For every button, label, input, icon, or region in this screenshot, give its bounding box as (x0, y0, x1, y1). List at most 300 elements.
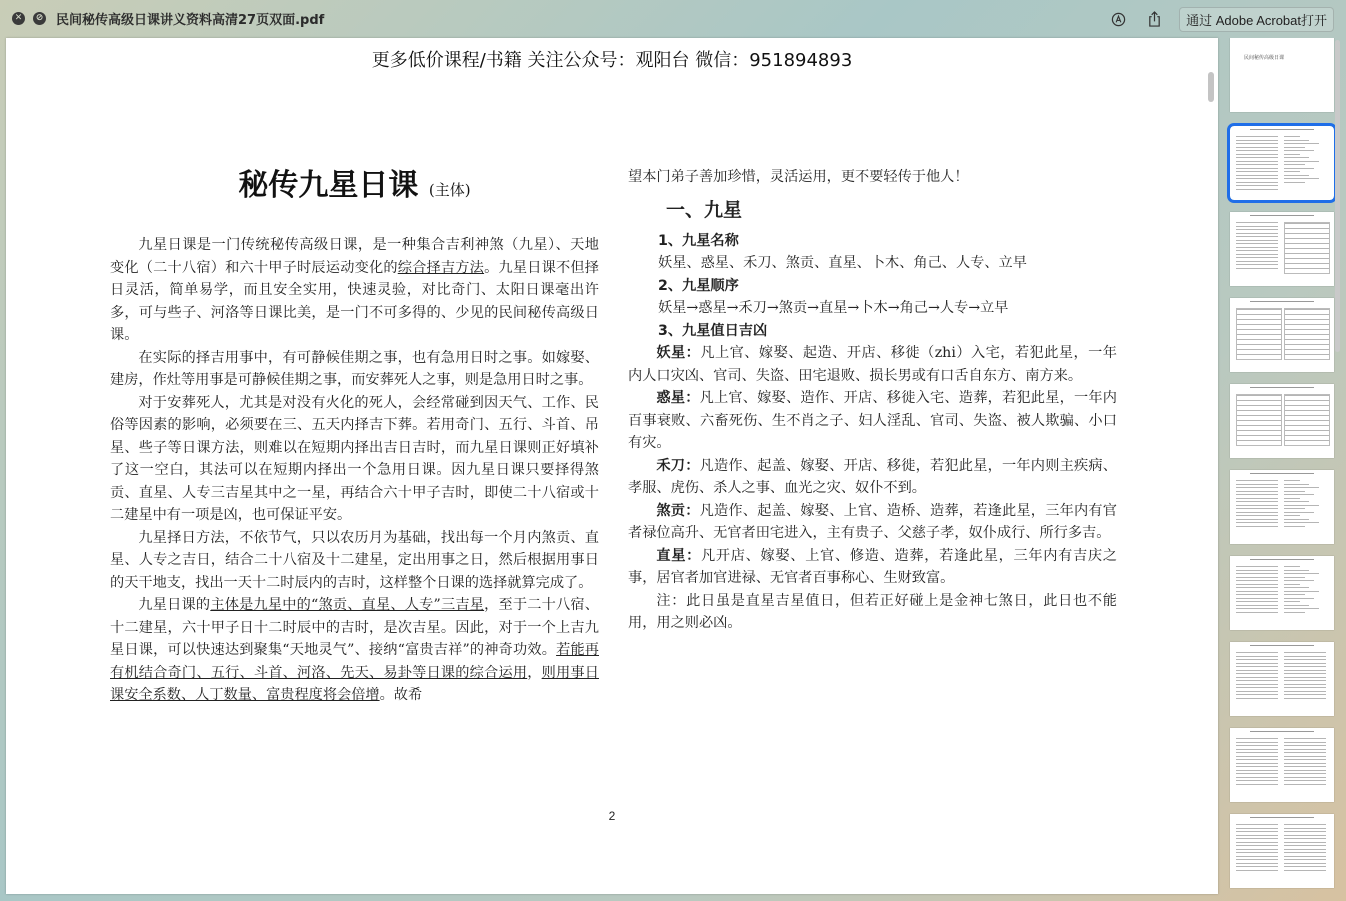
pdf-page (6, 38, 1218, 894)
thumbnail-line (1237, 425, 1281, 426)
thumbnail-line (1284, 498, 1300, 499)
subsection-1-title: 1、九星名称 (658, 232, 739, 249)
thumbnail-line (1285, 405, 1329, 406)
thumbnail-line (1236, 164, 1278, 165)
thumbnail-line (1237, 430, 1281, 431)
minimize-icon[interactable]: ⊘ (33, 12, 46, 25)
star-description: 凡上官、嫁娶、起造、开店、移徙（zhi）入宅，若犯此星，一年内人口灾凶、官司、失盗、田宅退败、损长男或有口舌自东方、南方来。 (628, 345, 1117, 384)
thumbnail-line (1236, 766, 1278, 767)
thumbnail-line (1284, 584, 1300, 585)
thumbnail-line (1236, 261, 1278, 262)
thumbnail-line (1236, 845, 1278, 846)
thumbnail-line (1236, 189, 1278, 190)
thumbnail-line (1236, 487, 1278, 488)
thumbnail-line (1237, 395, 1281, 396)
thumbnail-line (1236, 491, 1278, 492)
thumbnail-line (1284, 605, 1309, 606)
thumbnail-line (1284, 168, 1314, 169)
thumbnail-line (1284, 824, 1326, 825)
thumbnail-line (1285, 223, 1329, 224)
thumbnail-line (1237, 324, 1281, 325)
thumbnail-line (1236, 143, 1278, 144)
thumbnail-line (1236, 136, 1278, 137)
star-description: 凡开店、嫁娶、上官、修造、造葬，若逢此星，三年内有吉庆之事，居官者加官进禄、无官者百事称心、生财致富。 (628, 547, 1117, 586)
thumbnail-line (1284, 522, 1319, 523)
thumbnail-line (1284, 175, 1309, 176)
thumbnail-line (1285, 415, 1329, 416)
thumbnail-line (1236, 752, 1278, 753)
thumbnail-line (1250, 559, 1314, 560)
text-segment: 。九星日课不但择日灵活，简单易学，而且安全实用，快速灵验，对比奇门、太阳日课毫出许多，可与些子、河洛等日课比美，是一门不可多得的、少见的民间秘传高级日课。 (110, 259, 599, 343)
thumbnail-line (1284, 770, 1326, 771)
thumbnail-line (1285, 324, 1329, 325)
thumbnail-line (1284, 136, 1300, 137)
thumbnail-line (1284, 508, 1305, 509)
thumbnail-table (1284, 222, 1330, 274)
thumbnail-line (1237, 354, 1281, 355)
thumbnail-line (1237, 314, 1281, 315)
thumbnail-line (1237, 410, 1281, 411)
thumbnail-line (1284, 849, 1326, 850)
thumbnail-line (1285, 314, 1329, 315)
thumbnail-line (1285, 344, 1329, 345)
thumbnail-line (1236, 147, 1278, 148)
thumbnail-line (1285, 253, 1329, 254)
thumbnail-line (1236, 254, 1278, 255)
page-thumbnail[interactable] (1230, 470, 1334, 544)
page-thumbnail[interactable] (1230, 212, 1334, 286)
thumbnail-line (1236, 168, 1278, 169)
thumbnail-line (1284, 526, 1305, 527)
thumbnail-table (1236, 394, 1282, 446)
thumbnail-line (1285, 410, 1329, 411)
thumbnail-line (1284, 694, 1326, 695)
thumbnail-line (1284, 157, 1309, 158)
thumbnail-line (1236, 780, 1278, 781)
thumbnail-line (1236, 738, 1278, 739)
thumbnail-line (1236, 570, 1278, 571)
thumbnail-line (1284, 171, 1300, 172)
thumbnail-line (1284, 484, 1309, 485)
thumbnail-line (1284, 652, 1326, 653)
thumbnail-line (1236, 526, 1278, 527)
thumbnail-line (1236, 580, 1278, 581)
thumbnail-line (1284, 687, 1326, 688)
thumbnail-line (1236, 863, 1278, 864)
thumbnail-line (1284, 698, 1326, 699)
thumbnail-line (1236, 691, 1278, 692)
thumbnail-line (1284, 745, 1326, 746)
thumbnail-line (1236, 745, 1278, 746)
thumbnail-line (1236, 663, 1278, 664)
thumbnail-line (1284, 512, 1314, 513)
thumbnail-line (1284, 480, 1300, 481)
thumbnail-line (1284, 670, 1326, 671)
thumbnail-line (1284, 494, 1314, 495)
thumbnail-line (1237, 309, 1281, 310)
page-thumbnail[interactable] (1230, 38, 1334, 112)
thumbnail-line (1237, 319, 1281, 320)
thumbnail-line (1236, 673, 1278, 674)
page-number: 2 (608, 809, 616, 823)
thumbnail-line (1236, 612, 1278, 613)
thumbnail-line (1237, 329, 1281, 330)
thumbnail-line (1284, 742, 1326, 743)
text-segment: 在实际的择吉用事中，有可静候佳期之事，也有急用日时之事。如嫁娶、建房，作灶等用事是可静候佳期之事，而安葬死人之事，则是急用日时之事。 (110, 349, 599, 388)
thumbnail-line (1237, 334, 1281, 335)
thumbnail-line (1284, 147, 1305, 148)
thumbnail-line (1236, 226, 1278, 227)
thumbnail-line (1236, 508, 1278, 509)
thumbnail-line (1236, 566, 1278, 567)
page-thumbnail[interactable] (1230, 556, 1334, 630)
title-sub: (主体) (428, 181, 471, 199)
thumbnail-line (1285, 329, 1329, 330)
thumbnail-line (1284, 505, 1319, 506)
thumbnail-line (1284, 515, 1300, 516)
thumbnail-line (1285, 319, 1329, 320)
thumbnail-line (1250, 731, 1314, 732)
thumbnail-line (1236, 247, 1278, 248)
thumbnail-line (1236, 498, 1278, 499)
thumbnail-line (1236, 598, 1278, 599)
thumbnail-line (1236, 831, 1278, 832)
thumbnail-line (1236, 824, 1278, 825)
open-in-acrobat-button[interactable]: 通过 Adobe Acrobat打开 (1179, 7, 1334, 32)
thumbnail-line (1236, 684, 1278, 685)
star-entry (628, 545, 1117, 590)
thumbnail-line (1284, 842, 1326, 843)
thumbnail-line (1284, 845, 1326, 846)
subsection-2-text: 妖星→惑星→禾刀→煞贡→直星→卜木→角己→人专→立早 (658, 300, 1009, 316)
thumbnail-line (1284, 759, 1326, 760)
thumbnail-line (1285, 430, 1329, 431)
star-description: 凡造作、起盖、嫁娶、开店、移徙，若犯此星，一年内则主疾病、孝服、虎伤、杀人之事、血光之灾、奴仆不到。 (628, 457, 1117, 496)
title-main: 秘传九星日课 (238, 168, 419, 203)
thumbnail-line (1236, 784, 1278, 785)
thumbnail-line (1236, 264, 1278, 265)
thumbnail-line (1284, 738, 1326, 739)
thumbnail-line (1284, 154, 1300, 155)
thumbnail-line (1237, 415, 1281, 416)
thumbnail-line (1285, 233, 1329, 234)
body-paragraph (110, 594, 599, 707)
thumbnail-table (1284, 308, 1330, 360)
underlined-text: 综合择吉方法 (397, 259, 485, 276)
sidebar-scrollbar[interactable] (1335, 40, 1340, 352)
thumbnail-line (1236, 594, 1278, 595)
thumbnail-line (1236, 171, 1278, 172)
thumbnail-line (1284, 570, 1309, 571)
page-thumbnail[interactable] (1230, 728, 1334, 802)
subsection-2-title: 2、九星顺序 (658, 277, 739, 294)
page-thumbnail[interactable] (1230, 814, 1334, 888)
underlined-text: 若能再有机结合奇门、五行、斗首、河洛、先天、易卦等日课的综合运用 (110, 642, 599, 681)
thumbnail-line (1285, 334, 1329, 335)
thumbnail-line (1284, 598, 1314, 599)
thumbnail-line (1284, 594, 1305, 595)
thumbnail-line (1236, 656, 1278, 657)
star-entry (628, 455, 1117, 500)
thumbnail-line (1236, 150, 1278, 151)
thumbnail-line (1236, 257, 1278, 258)
thumbnail-line (1284, 659, 1326, 660)
thumbnail-line (1236, 268, 1278, 269)
thumbnail-line (1236, 161, 1278, 162)
thumbnail-line (1285, 268, 1329, 269)
underlined-text: 主体是九星中的“煞贡、直星、人专”三吉星 (210, 597, 485, 613)
thumbnail-line (1284, 182, 1305, 183)
thumbnail-line (1236, 698, 1278, 699)
star-entry (628, 387, 1117, 455)
thumbnail-title: 民间秘传高级日课 (1244, 55, 1285, 61)
thumbnail-line (1236, 666, 1278, 667)
thumbnail-line (1250, 387, 1314, 388)
thumbnail-table (1284, 394, 1330, 446)
main-scrollbar[interactable] (1208, 72, 1214, 102)
thumbnail-line (1237, 435, 1281, 436)
thumbnail-line (1284, 566, 1300, 567)
thumbnail-line (1236, 584, 1278, 585)
thumbnail-line (1284, 487, 1319, 488)
left-column (110, 166, 599, 707)
thumbnail-line (1236, 756, 1278, 757)
thumbnail-line (1285, 349, 1329, 350)
thumbnail-line (1236, 777, 1278, 778)
star-name: 煞贡： (656, 502, 700, 519)
thumbnail-line (1236, 694, 1278, 695)
thumbnail-line (1237, 405, 1281, 406)
thumbnail-line (1236, 852, 1278, 853)
thumbnail-line (1284, 763, 1326, 764)
thumbnail-line (1284, 519, 1309, 520)
thumbnail-table (1236, 308, 1282, 360)
thumbnail-line (1236, 494, 1278, 495)
thumbnail-line (1236, 591, 1278, 592)
thumbnail-line (1250, 817, 1314, 818)
thumbnail-line (1285, 228, 1329, 229)
thumbnail-line (1236, 770, 1278, 771)
thumbnail-line (1284, 161, 1319, 162)
thumbnail-line (1285, 238, 1329, 239)
thumbnail-line (1236, 659, 1278, 660)
text-segment: 九星日课的 (138, 597, 211, 613)
thumbnail-line (1236, 670, 1278, 671)
thumbnail-line (1237, 344, 1281, 345)
thumbnail-line (1284, 601, 1300, 602)
thumbnail-line (1236, 866, 1278, 867)
star-name: 直星： (656, 547, 702, 564)
page-thumbnail[interactable] (1230, 384, 1334, 458)
thumbnail-line (1236, 182, 1278, 183)
thumbnail-line (1236, 505, 1278, 506)
body-paragraph (110, 234, 599, 347)
thumbnail-line (1236, 250, 1278, 251)
thumbnail-line (1284, 666, 1326, 667)
thumbnail-line (1284, 612, 1305, 613)
thumbnail-line (1285, 420, 1329, 421)
thumbnail-line (1236, 515, 1278, 516)
thumbnail-line (1284, 501, 1309, 502)
thumbnail-line (1236, 178, 1278, 179)
thumbnail-line (1284, 178, 1319, 179)
thumbnail-line (1236, 773, 1278, 774)
thumbnail-line (1284, 140, 1309, 141)
thumbnail-line (1236, 742, 1278, 743)
subsection-3-title: 3、九星值日吉凶 (658, 322, 768, 339)
thumbnail-line (1236, 608, 1278, 609)
thumbnail-line (1236, 243, 1278, 244)
text-segment: ，至于二十八宿、十二建星，六十甲子日十二时辰中的吉时，是次吉星。因此，对于一个上吉九星日课，可以快速达到聚集“天地灵气”、接纳“富贵吉祥”的神奇功效。 (110, 597, 599, 658)
thumbnail-line (1237, 420, 1281, 421)
thumbnail-line (1250, 645, 1314, 646)
text-segment: 九星日课是一门传统秘传高级日课，是一种集合吉利神煞（九星）、天地变化（二十八宿）和六十甲子时辰运动变化的 (110, 237, 599, 276)
thumbnail-line (1284, 777, 1326, 778)
thumbnail-line (1284, 608, 1319, 609)
thumbnail-line (1285, 425, 1329, 426)
thumbnail-line (1285, 309, 1329, 310)
thumbnail-line (1284, 780, 1326, 781)
star-description: 凡上官、嫁娶、造作、开店、移徙入宅、造葬，若犯此星，一年内百事衰败、六畜死伤、生不肖之子、妇人淫乱、官司、失盗、被人欺骗、小口有灾。 (628, 390, 1117, 451)
share-icon[interactable] (1143, 9, 1165, 31)
subsection-1-text: 妖星、惑星、禾刀、煞贡、直星、卜木、角己、人专、立早 (658, 255, 1027, 271)
thumbnail-line (1236, 680, 1278, 681)
thumbnail-line (1285, 354, 1329, 355)
thumbnail-line (1250, 215, 1314, 216)
thumbnail-line (1236, 233, 1278, 234)
toolbar-right (1107, 7, 1334, 32)
thumbnail-line (1284, 870, 1326, 871)
thumbnail-line (1285, 440, 1329, 441)
thumbnail-line (1236, 749, 1278, 750)
thumbnail-line (1236, 222, 1278, 223)
star-name: 惑星： (656, 390, 700, 406)
thumbnail-line (1284, 673, 1326, 674)
body-paragraph (110, 527, 599, 595)
star-entry (628, 500, 1117, 545)
thumbnail-line (1236, 522, 1278, 523)
thumbnail-line (1284, 863, 1326, 864)
thumbnail-line (1236, 501, 1278, 502)
thumbnail-line (1236, 140, 1278, 141)
thumbnail-line (1284, 856, 1326, 857)
thumbnail-line (1285, 243, 1329, 244)
thumbnail-line (1284, 866, 1326, 867)
thumbnail-line (1284, 143, 1319, 144)
document-title: 民间秘传高级日课讲义资料高清27页双面.pdf (56, 12, 325, 28)
thumbnail-line (1285, 400, 1329, 401)
markup-icon[interactable] (1107, 9, 1129, 31)
star-entry (628, 342, 1117, 387)
thumbnail-line (1236, 185, 1278, 186)
window-controls (12, 12, 46, 25)
thumbnail-line (1284, 577, 1305, 578)
thumbnail-line (1285, 263, 1329, 264)
thumbnail-line (1236, 484, 1278, 485)
thumbnail-line (1284, 766, 1326, 767)
thumbnail-line (1284, 784, 1326, 785)
left-paragraphs (110, 234, 599, 707)
thumbnail-line (1250, 473, 1314, 474)
thumbnail-line (1284, 491, 1305, 492)
thumbnail-line (1284, 656, 1326, 657)
thumbnail-line (1236, 835, 1278, 836)
thumbnail-line (1284, 835, 1326, 836)
thumbnail-line (1236, 677, 1278, 678)
page-thumbnail[interactable] (1230, 126, 1334, 200)
thumbnail-line (1284, 684, 1326, 685)
text-segment: 九星择日方法，不依节气，只以农历月为基础，找出每一个月内煞贡、直星、人专之吉日，结合二十八宿及十二建星，定出用事之日，然后根据用事日的天干地支，找出一天十二时辰内的吉时，这样整个日课的选择就算完成了。 (110, 529, 599, 591)
continued-text: 望本门弟子善加珍惜，灵活运用，更不要轻传于他人！ (628, 169, 969, 185)
thumbnail-line (1236, 229, 1278, 230)
thumbnail-line (1236, 838, 1278, 839)
thumbnail-line (1236, 759, 1278, 760)
thumbnail-line (1236, 587, 1278, 588)
thumbnail-line (1284, 164, 1305, 165)
thumbnail-line (1236, 512, 1278, 513)
thumbnail-line (1236, 652, 1278, 653)
thumbnail-line (1285, 248, 1329, 249)
note-paragraph: 注：此日虽是直星吉星值日，但若正好碰上是金神七煞日，此日也不能用，用之则必凶。 (628, 592, 1117, 631)
star-name: 妖星： (656, 345, 701, 361)
body-paragraph (110, 392, 599, 527)
thumbnail-line (1236, 601, 1278, 602)
section-title: 一、九星 (666, 198, 743, 221)
thumbnail-line (1236, 154, 1278, 155)
thumbnail-line (1284, 150, 1314, 151)
text-segment: ， (527, 664, 542, 681)
thumbnail-line (1284, 838, 1326, 839)
thumbnail-line (1284, 828, 1326, 829)
page-title (110, 166, 599, 210)
thumbnail-line (1236, 605, 1278, 606)
thumbnail-line (1284, 852, 1326, 853)
thumbnail-line (1236, 236, 1278, 237)
page-header: 更多低价课程/书籍 关注公众号：观阳台 微信：951894893 (371, 50, 853, 71)
thumbnail-line (1284, 573, 1319, 574)
thumbnail-line (1236, 480, 1278, 481)
thumbnail-line (1284, 680, 1326, 681)
close-icon[interactable]: ✕ (12, 12, 25, 25)
thumbnail-line (1236, 763, 1278, 764)
thumbnail-line (1250, 301, 1314, 302)
thumbnail-line (1284, 587, 1309, 588)
thumbnail-line (1237, 349, 1281, 350)
thumbnail-line (1236, 157, 1278, 158)
thumbnail-line (1237, 440, 1281, 441)
page-thumbnail[interactable] (1230, 642, 1334, 716)
thumbnail-line (1284, 691, 1326, 692)
thumbnail-line (1250, 129, 1314, 130)
thumbnail-line (1284, 859, 1326, 860)
thumbnail-line (1237, 339, 1281, 340)
thumbnail-line (1284, 831, 1326, 832)
thumbnail-line (1284, 580, 1314, 581)
thumbnail-line (1284, 752, 1326, 753)
text-segment: 对于安葬死人，尤其是对没有火化的死人，会经常碰到因天气、工作、民俗等因素的影响，必须要在三、五天内择吉下葬。若用奇门、五行、斗首、吊星、些子等日课方法，则难以在短期内择出吉日吉时，而九星日课则正好填补了这一空白，其法可以在短期内择出一个急用日课。因九星日课只要择得煞贡、直星、人专三吉星其中之一星，再结合六十甲子吉时，即使二十八宿或十二建星中有一项是凶，也可保证平安。 (110, 394, 599, 523)
underlined-text: 则用事日课安全系数、人丁数量、富贵程度将会倍增 (110, 664, 599, 703)
thumbnail-line (1284, 773, 1326, 774)
page-thumbnail[interactable] (1230, 298, 1334, 372)
thumbnail-line (1237, 400, 1281, 401)
thumbnail-line (1236, 577, 1278, 578)
thumbnail-line (1285, 258, 1329, 259)
thumbnail-line (1284, 749, 1326, 750)
thumbnail-line (1236, 849, 1278, 850)
thumbnail-line (1284, 756, 1326, 757)
right-column (628, 166, 1117, 635)
thumbnail-line (1236, 828, 1278, 829)
